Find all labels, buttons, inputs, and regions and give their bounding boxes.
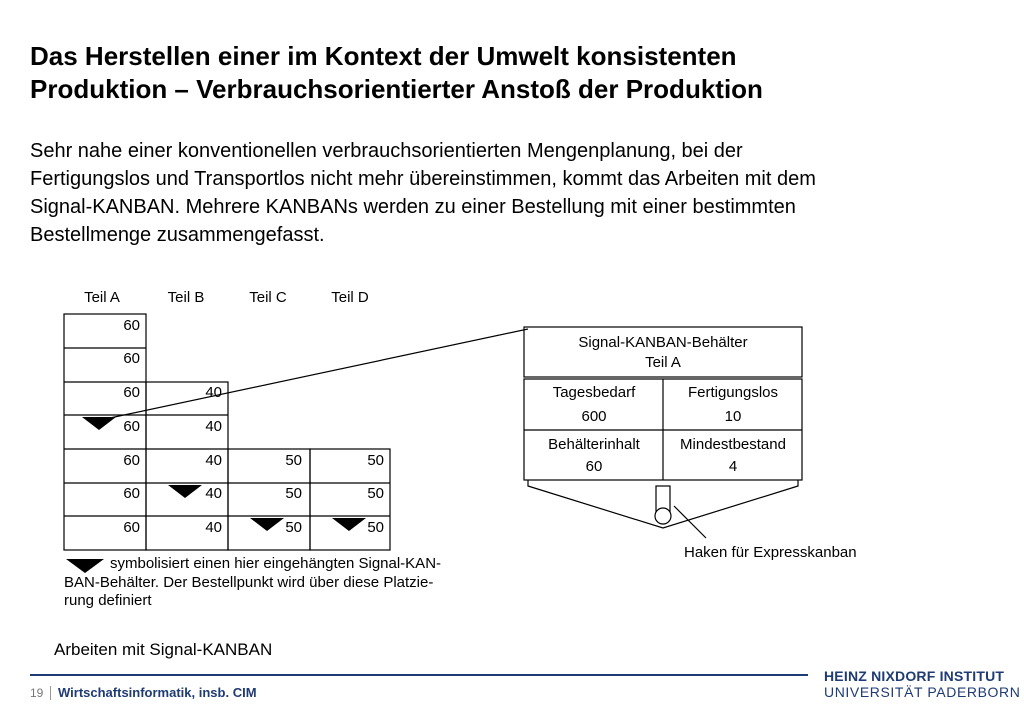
signal-kanban-marker-teil-b <box>168 485 202 498</box>
container-label-fertigungslos: Fertigungslos <box>687 384 779 401</box>
column-header-teil-d: Teil D <box>331 289 369 306</box>
slide-title-line-2: Produktion – Verbrauchsorientierter Anstoß der Produktion <box>30 74 763 104</box>
figure-caption: Arbeiten mit Signal-KANBAN <box>54 640 273 659</box>
container-label-behaelterinhalt: Behälterinhalt <box>548 436 640 453</box>
signal-kanban-marker-teil-c <box>250 518 284 531</box>
stock-teil-b-row-2: 40 <box>205 418 222 435</box>
container-value-behaelterinhalt: 60 <box>585 458 603 475</box>
stock-teil-d-row-3: 50 <box>367 519 384 536</box>
container-subtitle: Teil A <box>645 354 681 371</box>
container-value-mindestbestand: 4 <box>728 458 738 475</box>
stock-teil-a-row-7: 60 <box>123 519 140 536</box>
legend-line-2: BAN-Behälter. Der Bestellpunkt wird über diese Platzie- <box>64 574 434 591</box>
logo-line-2: UNIVERSITÄT PADERBORN <box>824 684 1021 700</box>
container-value-fertigungslos: 10 <box>724 408 742 425</box>
legend-marker-icon <box>66 559 104 573</box>
column-header-teil-a: Teil A <box>84 289 120 306</box>
container-title: Signal-KANBAN-Behälter <box>578 334 748 351</box>
legend-line-3: rung definiert <box>64 592 152 609</box>
intro-line-1: Sehr nahe einer konventionellen verbrauchsorientierten Mengenplanung, bei der <box>30 140 743 162</box>
stock-columns-teil-c-d <box>228 449 390 550</box>
container-value-tagesbedarf: 600 <box>581 408 607 425</box>
stock-teil-d-row-2: 50 <box>367 485 384 502</box>
express-hook-icon <box>655 486 671 524</box>
stock-teil-a-row-6: 60 <box>123 485 140 502</box>
page-number: 19 <box>30 686 44 700</box>
footer-department: Wirtschaftsinformatik, insb. CIM <box>58 685 257 700</box>
stock-teil-b-row-1: 40 <box>205 384 222 401</box>
signal-kanban-marker-teil-d <box>332 518 366 531</box>
stock-teil-b-row-4: 40 <box>205 485 222 502</box>
intro-line-2: Fertigungslos und Transportlos nicht mehr übereinstimmen, kommt das Arbeiten mit dem <box>30 168 816 190</box>
footer-separator <box>50 686 51 700</box>
hook-pointer-line <box>674 506 706 538</box>
stock-teil-a-row-5: 60 <box>123 452 140 469</box>
container-label-mindestbestand: Mindestbestand <box>680 436 786 453</box>
stock-teil-a-row-3: 60 <box>123 384 140 401</box>
legend-line-1: symbolisiert einen hier eingehängten Signal-KAN- <box>110 555 442 572</box>
footer-rule <box>30 674 808 676</box>
stock-teil-a-row-1: 60 <box>123 317 140 334</box>
stock-teil-b-row-5: 40 <box>205 519 222 536</box>
stock-teil-c-row-1: 50 <box>285 452 302 469</box>
stock-teil-b-row-3: 40 <box>205 452 222 469</box>
slide-title-line-1: Das Herstellen einer im Kontext der Umwelt konsistenten <box>30 41 737 71</box>
signal-kanban-marker-teil-a <box>82 417 116 430</box>
column-header-teil-c: Teil C <box>249 289 287 306</box>
stock-teil-d-row-1: 50 <box>367 452 384 469</box>
stock-teil-c-row-2: 50 <box>285 485 302 502</box>
stock-teil-a-row-4: 60 <box>123 418 140 435</box>
container-label-tagesbedarf: Tagesbedarf <box>552 384 636 401</box>
logo-line-1: HEINZ NIXDORF INSTITUT <box>824 668 1005 684</box>
column-header-teil-b: Teil B <box>167 289 205 306</box>
connector-line <box>110 329 528 418</box>
stock-teil-a-row-2: 60 <box>123 350 140 367</box>
hook-label: Haken für Expresskanban <box>684 544 857 561</box>
intro-line-4: Bestellmenge zusammengefasst. <box>30 224 325 246</box>
stock-teil-c-row-3: 50 <box>285 519 302 536</box>
institute-logo <box>824 668 1021 700</box>
intro-line-3: Signal-KANBAN. Mehrere KANBANs werden zu einer Bestellung mit einer bestimmten <box>30 196 796 218</box>
